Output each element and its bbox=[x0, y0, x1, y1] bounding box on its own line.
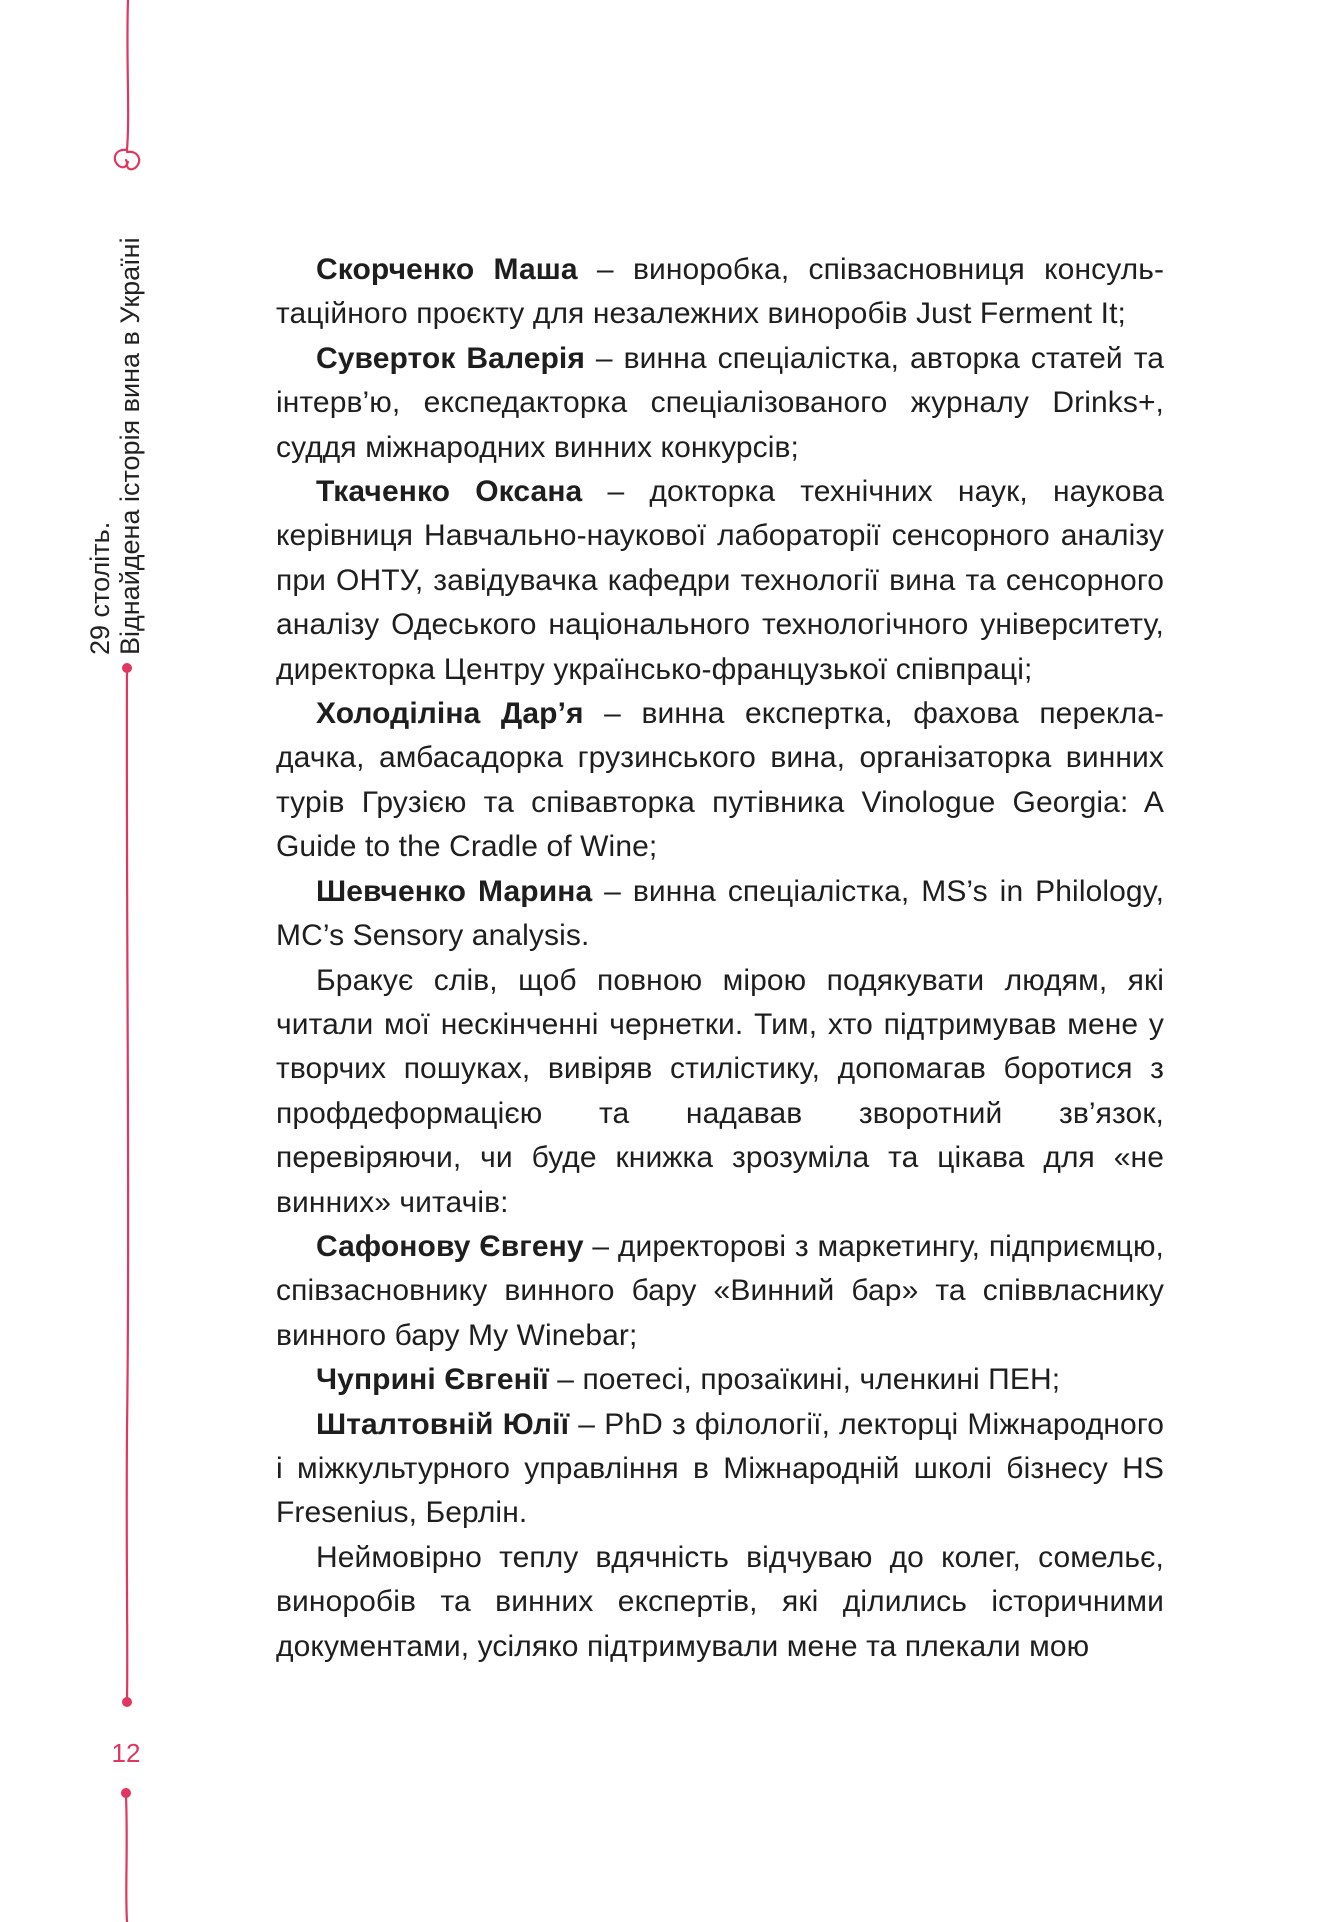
thanks-text: – поетесі, прозаїкині, членкині ПЕН; bbox=[548, 1363, 1061, 1397]
acknowledgements-text bbox=[276, 248, 1164, 1669]
entry-text: – винна спеціалістка, авторка статей та інтерв’ю, експедакторка спеціалізованого журналу Drinks+, суддя міжнародних винних конкурсів; bbox=[276, 341, 1164, 464]
running-head-line-1: 29 століть. bbox=[85, 521, 115, 655]
thanks-safonov bbox=[276, 1225, 1164, 1358]
thanks-text: – PhD з філології, лекторці Міжнародного і міжкультурного управління в Міжнародній школі бізнесу HS Fresenius, Берлін. bbox=[276, 1407, 1165, 1530]
paragraph-readers: Бракує слів, щоб повною мірою подякувати людям, які читали мої нескінченні чернетки. Тим, хто підтримував мене у творчих пошуках, вивіряв стилістику, допомагав боротися з профдеформацією та надавав зворотний зв’язок, перевіряючи, чи буде книжка зрозуміла та цікава для «не винних» читачів: bbox=[276, 963, 1164, 1219]
page-number: 12 bbox=[111, 1738, 141, 1768]
thanks-name: Шталтовній Юлії bbox=[316, 1407, 570, 1441]
entry-name: Шевченко Марина bbox=[316, 874, 593, 908]
entry-text: – докторка технічних наук, наукова керівниця Навчально-наукової лабораторії сенсорного аналізу при ОНТУ, завідувачка кафедри технології вина та сенсорного аналізу Одеського національного технологічного університету, директорка Центру українсько-французької співпраці; bbox=[276, 475, 1164, 686]
entry-skorchenko bbox=[276, 248, 1164, 337]
thanks-shtaltovna bbox=[276, 1403, 1164, 1536]
entry-text: – винна експертка, фахова перекладачка, амбасадорка грузинського вина, організаторка винних турів Грузією та співавторка путівника Vinologue Georgia: A Guide to the Cradle of Wine; bbox=[276, 697, 1164, 864]
entry-name: Скорченко Маша bbox=[316, 253, 578, 286]
entry-tkachenko bbox=[276, 470, 1164, 692]
entry-name: Холоділіна Дар’я bbox=[316, 697, 584, 731]
thanks-name: Сафонову Євгену bbox=[316, 1229, 584, 1263]
entry-suvertok bbox=[276, 337, 1164, 470]
entry-text: – виноробка, співзасновниця консультаційного проєкту для незалежних виноробів Just Ferment It; bbox=[276, 253, 1164, 331]
paragraph-colleagues: Неймовірно теплу вдячність відчуваю до колег, сомельє, виноробів та винних експертів, які ділились історичними документами, усіляко підтримували мене та плекали мою bbox=[276, 1540, 1164, 1663]
entry-name: Ткаченко Оксана bbox=[316, 475, 583, 509]
entry-name: Суверток Валерія bbox=[316, 341, 585, 375]
entry-text: – винна спеціалістка, MS’s in Philology, MC’s Sensory analysis. bbox=[276, 874, 1165, 953]
thanks-chuprina bbox=[276, 1358, 1164, 1402]
entry-kholodilina bbox=[276, 692, 1164, 870]
running-head-line-2: Віднайдена історія вина в Україні bbox=[115, 237, 145, 655]
thanks-text: – директорові з маркетингу, підприємцю, співзасновнику винного бару «Винний бар» та співвласнику винного бару My Winebar; bbox=[276, 1229, 1164, 1352]
entry-shevchenko bbox=[276, 870, 1164, 959]
thanks-name: Чуприні Євгенії bbox=[316, 1363, 549, 1397]
running-head bbox=[85, 195, 145, 655]
